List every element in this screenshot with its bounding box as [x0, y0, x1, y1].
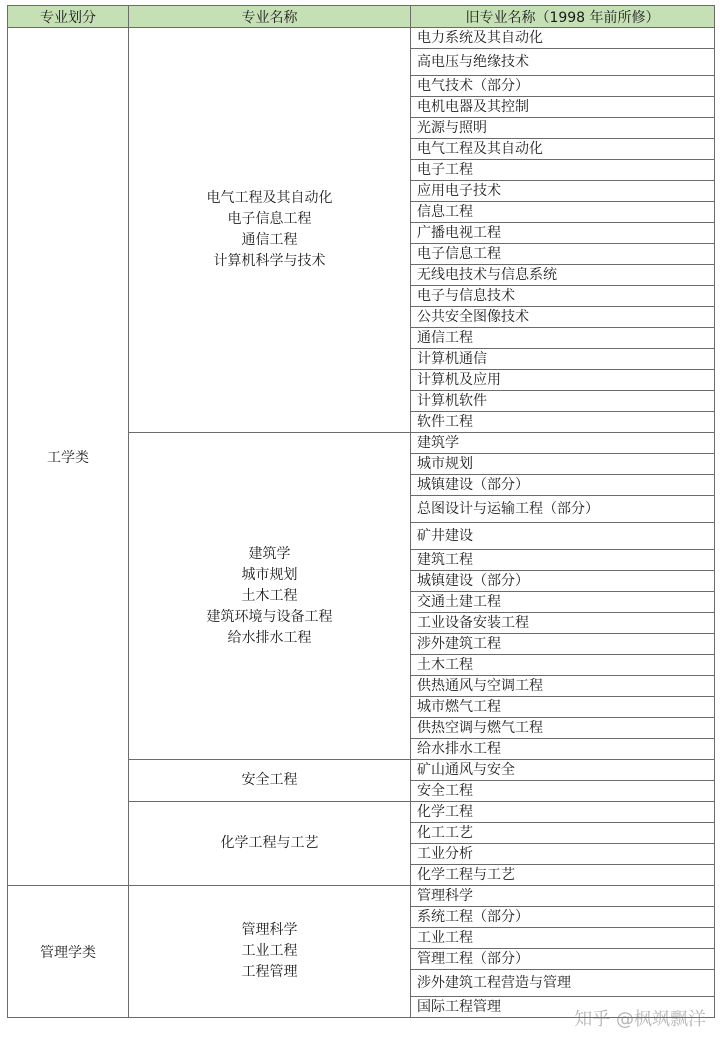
old-major-name: 信息工程 [411, 202, 715, 223]
old-major-name: 总图设计与运输工程（部分） [411, 496, 715, 523]
major-name: 计算机科学与技术 [213, 253, 326, 269]
major-name: 工程管理 [241, 964, 298, 980]
old-major-name: 软件工程 [411, 412, 715, 433]
old-major-name: 电机电器及其控制 [411, 97, 715, 118]
old-major-name: 化工工艺 [411, 823, 715, 844]
major-name-cell [129, 802, 411, 886]
category-cell: 管理学类 [8, 886, 129, 1018]
header-row [8, 6, 715, 28]
old-major-name: 建筑学 [411, 433, 715, 454]
major-name: 电子信息工程 [227, 211, 312, 227]
old-major-name: 交通土建工程 [411, 592, 715, 613]
old-major-name: 化学工程 [411, 802, 715, 823]
old-major-name: 城镇建设（部分） [411, 571, 715, 592]
old-major-name: 计算机通信 [411, 349, 715, 370]
major-name: 通信工程 [241, 232, 298, 248]
old-major-name: 电子工程 [411, 160, 715, 181]
old-major-name: 给水排水工程 [411, 739, 715, 760]
old-major-name: 系统工程（部分） [411, 907, 715, 928]
old-major-name: 电气工程及其自动化 [411, 139, 715, 160]
old-major-name: 广播电视工程 [411, 223, 715, 244]
major-name-cell [129, 760, 411, 802]
old-major-name: 管理工程（部分） [411, 949, 715, 970]
old-major-name: 建筑工程 [411, 550, 715, 571]
header-old-major-name: 旧专业名称（1998 年前所修） [411, 6, 715, 28]
old-major-name: 通信工程 [411, 328, 715, 349]
old-major-name: 供热空调与燃气工程 [411, 718, 715, 739]
major-name: 化学工程与工艺 [220, 835, 319, 851]
old-major-name: 计算机软件 [411, 391, 715, 412]
major-name: 电气工程及其自动化 [206, 190, 333, 206]
old-major-name: 涉外建筑工程营造与管理 [411, 970, 715, 997]
old-major-name: 电力系统及其自动化 [411, 28, 715, 49]
major-name: 给水排水工程 [227, 629, 312, 646]
old-major-name: 计算机及应用 [411, 370, 715, 391]
old-major-name: 工业设备安装工程 [411, 613, 715, 634]
old-major-name: 公共安全图像技术 [411, 307, 715, 328]
old-major-name: 工业分析 [411, 844, 715, 865]
major-name: 建筑环境与设备工程 [206, 608, 333, 625]
old-major-name: 涉外建筑工程 [411, 634, 715, 655]
major-name: 土木工程 [241, 587, 298, 604]
table-row [8, 886, 715, 907]
watermark: 知乎 @枫飒飘洋 [574, 1009, 706, 1030]
old-major-name: 矿井建设 [411, 523, 715, 550]
old-major-name: 电子信息工程 [411, 244, 715, 265]
old-major-name: 城市规划 [411, 454, 715, 475]
old-major-name: 化学工程与工艺 [411, 865, 715, 886]
table-body [8, 28, 715, 1018]
table-row [8, 28, 715, 49]
old-major-name: 光源与照明 [411, 118, 715, 139]
category-cell: 工学类 [8, 28, 129, 886]
old-major-name: 供热通风与空调工程 [411, 676, 715, 697]
major-name-cell [129, 886, 411, 1018]
major-table [7, 5, 715, 1018]
header-category: 专业划分 [8, 6, 129, 28]
old-major-name: 无线电技术与信息系统 [411, 265, 715, 286]
old-major-name: 土木工程 [411, 655, 715, 676]
major-name-cell [129, 28, 411, 433]
old-major-name: 安全工程 [411, 781, 715, 802]
header-major-name: 专业名称 [129, 6, 411, 28]
old-major-name: 电气技术（部分） [411, 76, 715, 97]
old-major-name: 高电压与绝缘技术 [411, 49, 715, 76]
old-major-name: 国际工程管理 [411, 997, 715, 1018]
old-major-name: 城市燃气工程 [411, 697, 715, 718]
old-major-name: 电子与信息技术 [411, 286, 715, 307]
old-major-name: 工业工程 [411, 928, 715, 949]
old-major-name: 管理科学 [411, 886, 715, 907]
major-name: 建筑学 [248, 545, 291, 562]
major-name: 安全工程 [241, 772, 298, 788]
major-name: 管理科学 [241, 922, 298, 938]
old-major-name: 应用电子技术 [411, 181, 715, 202]
major-name-cell [129, 433, 411, 760]
old-major-name: 矿山通风与安全 [411, 760, 715, 781]
major-name: 工业工程 [241, 943, 298, 959]
old-major-name: 城镇建设（部分） [411, 475, 715, 496]
major-name: 城市规划 [241, 566, 298, 583]
